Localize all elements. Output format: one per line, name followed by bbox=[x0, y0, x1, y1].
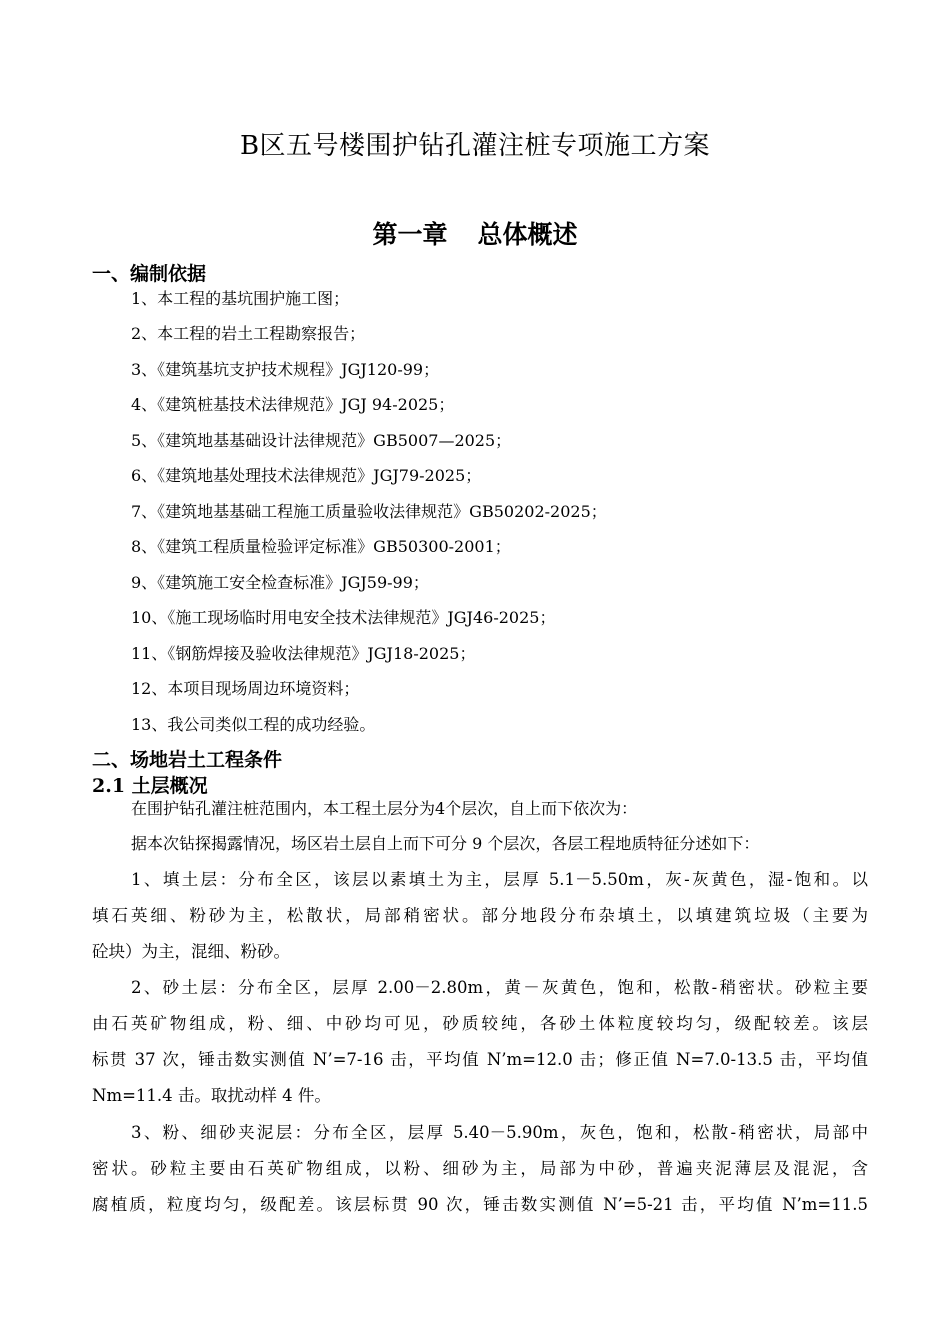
reference-item: 10、《施工现场临时用电安全技术法律规范》JGJ46-2025； bbox=[131, 608, 556, 627]
document-title: B区五号楼围护钻孔灌注桩专项施工方案 bbox=[239, 131, 711, 161]
reference-item: 9、《建筑施工安全检查标准》JGJ59-99； bbox=[131, 573, 429, 592]
reference-item: 11、《钢筋焊接及验收法律规范》JGJ18-2025； bbox=[131, 644, 476, 663]
paragraph-line: 由石英矿物组成，粉、细、中砂均可见，砂质较纯，各砂土体粒度较均匀，级配较差。该层 bbox=[92, 1014, 868, 1033]
reference-item: 1、本工程的基坑围护施工图； bbox=[131, 289, 350, 308]
paragraph-line: 腐植质，粒度均匀，级配差。该层标贯 90 次，锤击数实测值 N’=5-21 击，平均值 N’m=11.5 bbox=[92, 1195, 868, 1214]
paragraph-line: 填石英细、粉砂为主，松散状，局部稍密状。部分地段分布杂填土，以填建筑垃圾（主要为 bbox=[92, 906, 868, 925]
chapter-name: 总体概述 bbox=[477, 220, 578, 249]
paragraph-intro: 在围护钻孔灌注桩范围内，本工程土层分为4个层次，自上而下依次为： bbox=[131, 799, 638, 818]
reference-item: 3、《建筑基坑支护技术规程》JGJ120-99； bbox=[131, 360, 440, 379]
chapter-heading bbox=[0, 217, 950, 253]
paragraph-line: 2、砂土层：分布全区，层厚 2.00－2.80m，黄－灰黄色，饱和，松散-稍密状。砂粒主要 bbox=[131, 978, 868, 997]
paragraph-line: 密状。砂粒主要由石英矿物组成，以粉、细砂为主，局部为中砂，普遍夹泥薄层及混泥，含 bbox=[92, 1159, 868, 1178]
reference-item: 7、《建筑地基基础工程施工质量验收法律规范》GB50202-2025； bbox=[131, 502, 607, 521]
reference-item: 2、本工程的岩土工程勘察报告； bbox=[131, 324, 366, 343]
subsection-heading-soil: 2.1 土层概况 bbox=[92, 775, 208, 797]
chapter-number: 第一章 bbox=[372, 220, 448, 249]
reference-item: 8、《建筑工程质量检验评定标准》GB50300-2001； bbox=[131, 537, 511, 556]
reference-item: 5、《建筑地基基础设计法律规范》GB5007—2025； bbox=[131, 431, 512, 450]
reference-item: 6、《建筑地基处理技术法律规范》JGJ79-2025； bbox=[131, 466, 482, 485]
section-heading-geotechnical: 二、场地岩土工程条件 bbox=[92, 749, 283, 771]
paragraph-line: 1、填土层：分布全区，该层以素填土为主，层厚 5.1－5.50m，灰-灰黄色，湿-饱和。以 bbox=[131, 870, 868, 889]
paragraph-intro: 据本次钻探揭露情况，场区岩土层自上而下可分 9 个层次，各层工程地质特征分述如下： bbox=[131, 834, 760, 853]
paragraph-line: 标贯 37 次，锤击数实测值 N’=7-16 击，平均值 N’m=12.0 击；修正值 N=7.0-13.5 击，平均值 bbox=[92, 1050, 868, 1069]
paragraph-line: 砼块）为主，混细、粉砂。 bbox=[92, 942, 290, 961]
reference-item: 4、《建筑桩基技术法律规范》JGJ 94-2025； bbox=[131, 395, 455, 414]
paragraph-line: Nm=11.4 击。取扰动样 4 件。 bbox=[92, 1086, 331, 1105]
section-heading-basis: 一、编制依据 bbox=[92, 263, 207, 285]
reference-item: 12、本项目现场周边环境资料； bbox=[131, 679, 360, 698]
paragraph-line: 3、粉、细砂夹泥层：分布全区，层厚 5.40－5.90m，灰色，饱和，松散-稍密状，局部中 bbox=[131, 1123, 868, 1142]
reference-item: 13、我公司类似工程的成功经验。 bbox=[131, 715, 376, 734]
